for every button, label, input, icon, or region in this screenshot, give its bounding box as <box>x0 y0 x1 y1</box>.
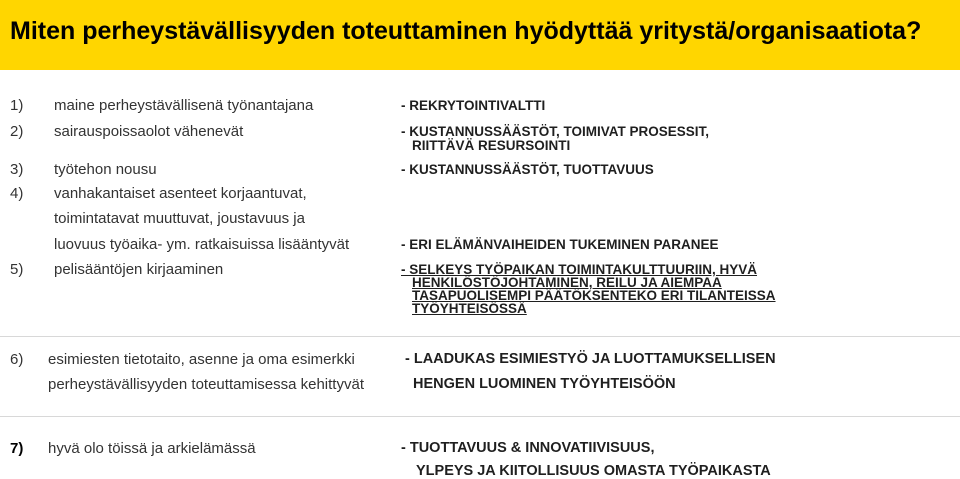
item-7-text: hyvä olo töissä ja arkielämässä <box>48 440 256 457</box>
item-3-text: työtehon nousu <box>54 161 157 178</box>
item-2-number: 2) <box>10 123 24 140</box>
item-4-text-line-2: toimintatavat muuttuvat, joustavuus ja <box>54 210 305 227</box>
item-6-number: 6) <box>10 351 24 368</box>
divider-2 <box>0 416 960 417</box>
item-4-text-line-1: vanhakantaiset asenteet korjaantuvat, <box>54 185 307 202</box>
item-7-benefit-line-2: YLPEYS JA KIITOLLISUUS OMASTA TYÖPAIKASTA <box>416 463 771 479</box>
item-4-benefit: - ERI ELÄMÄNVAIHEIDEN TUKEMINEN PARANEE <box>401 237 719 252</box>
item-6-text-line-1: esimiesten tietotaito, asenne ja oma esimerkki <box>48 351 355 368</box>
item-3-number: 3) <box>10 161 24 178</box>
item-6-benefit-line-1: - LAADUKAS ESIMIESTYÖ JA LUOTTAMUKSELLISEN <box>405 351 776 367</box>
item-5-benefit-line-1: - SELKEYS TYÖPAIKAN TOIMINTAKULTTUURIIN, HYVÄ <box>401 262 758 277</box>
item-2-text: sairauspoissaolot vähenevät <box>54 123 244 140</box>
item-2-benefit-line-2: RIITTÄVÄ RESURSOINTI <box>412 138 571 153</box>
item-5-benefit-line-3: TASAPUOLISEMPI PÄÄTÖKSENTEKO ERI TILANTEISSA <box>412 288 776 303</box>
item-4-number: 4) <box>10 185 24 202</box>
item-6-text-line-2: perheystävällisyyden toteuttamisessa kehittyvät <box>48 376 364 393</box>
item-3-benefit: - KUSTANNUSSÄÄSTÖT, TUOTTAVUUS <box>401 162 654 177</box>
item-5-benefit-line-2: HENKILÖSTÖJOHTAMINEN, REILU JA AIEMPAA <box>412 275 722 290</box>
divider-1 <box>0 336 960 337</box>
item-5-benefit-line-4: TYÖYHTEISÖSSÄ <box>412 301 527 316</box>
item-5-text: pelisääntöjen kirjaaminen <box>54 261 224 278</box>
item-7-number: 7) <box>10 440 24 457</box>
item-1-text: maine perheystävällisenä työnantajana <box>54 97 314 114</box>
page-title: Miten perheystävällisyyden toteuttaminen hyödyttää yritystä/organisaatiota? <box>10 17 922 45</box>
item-1-number: 1) <box>10 97 24 114</box>
item-6-benefit-line-2: HENGEN LUOMINEN TYÖYHTEISÖÖN <box>413 376 676 392</box>
item-5-number: 5) <box>10 261 24 278</box>
title-bar <box>0 0 960 70</box>
item-1-benefit: - REKRYTOINTIVALTTI <box>401 98 546 113</box>
item-4-text-line-3: luovuus työaika- ym. ratkaisuissa lisääntyvät <box>54 236 350 253</box>
item-7-benefit-line-1: - TUOTTAVUUS & INNOVATIIVISUUS, <box>401 440 655 456</box>
item-2-benefit-line-1: - KUSTANNUSSÄÄSTÖT, TOIMIVAT PROSESSIT, <box>401 124 710 139</box>
